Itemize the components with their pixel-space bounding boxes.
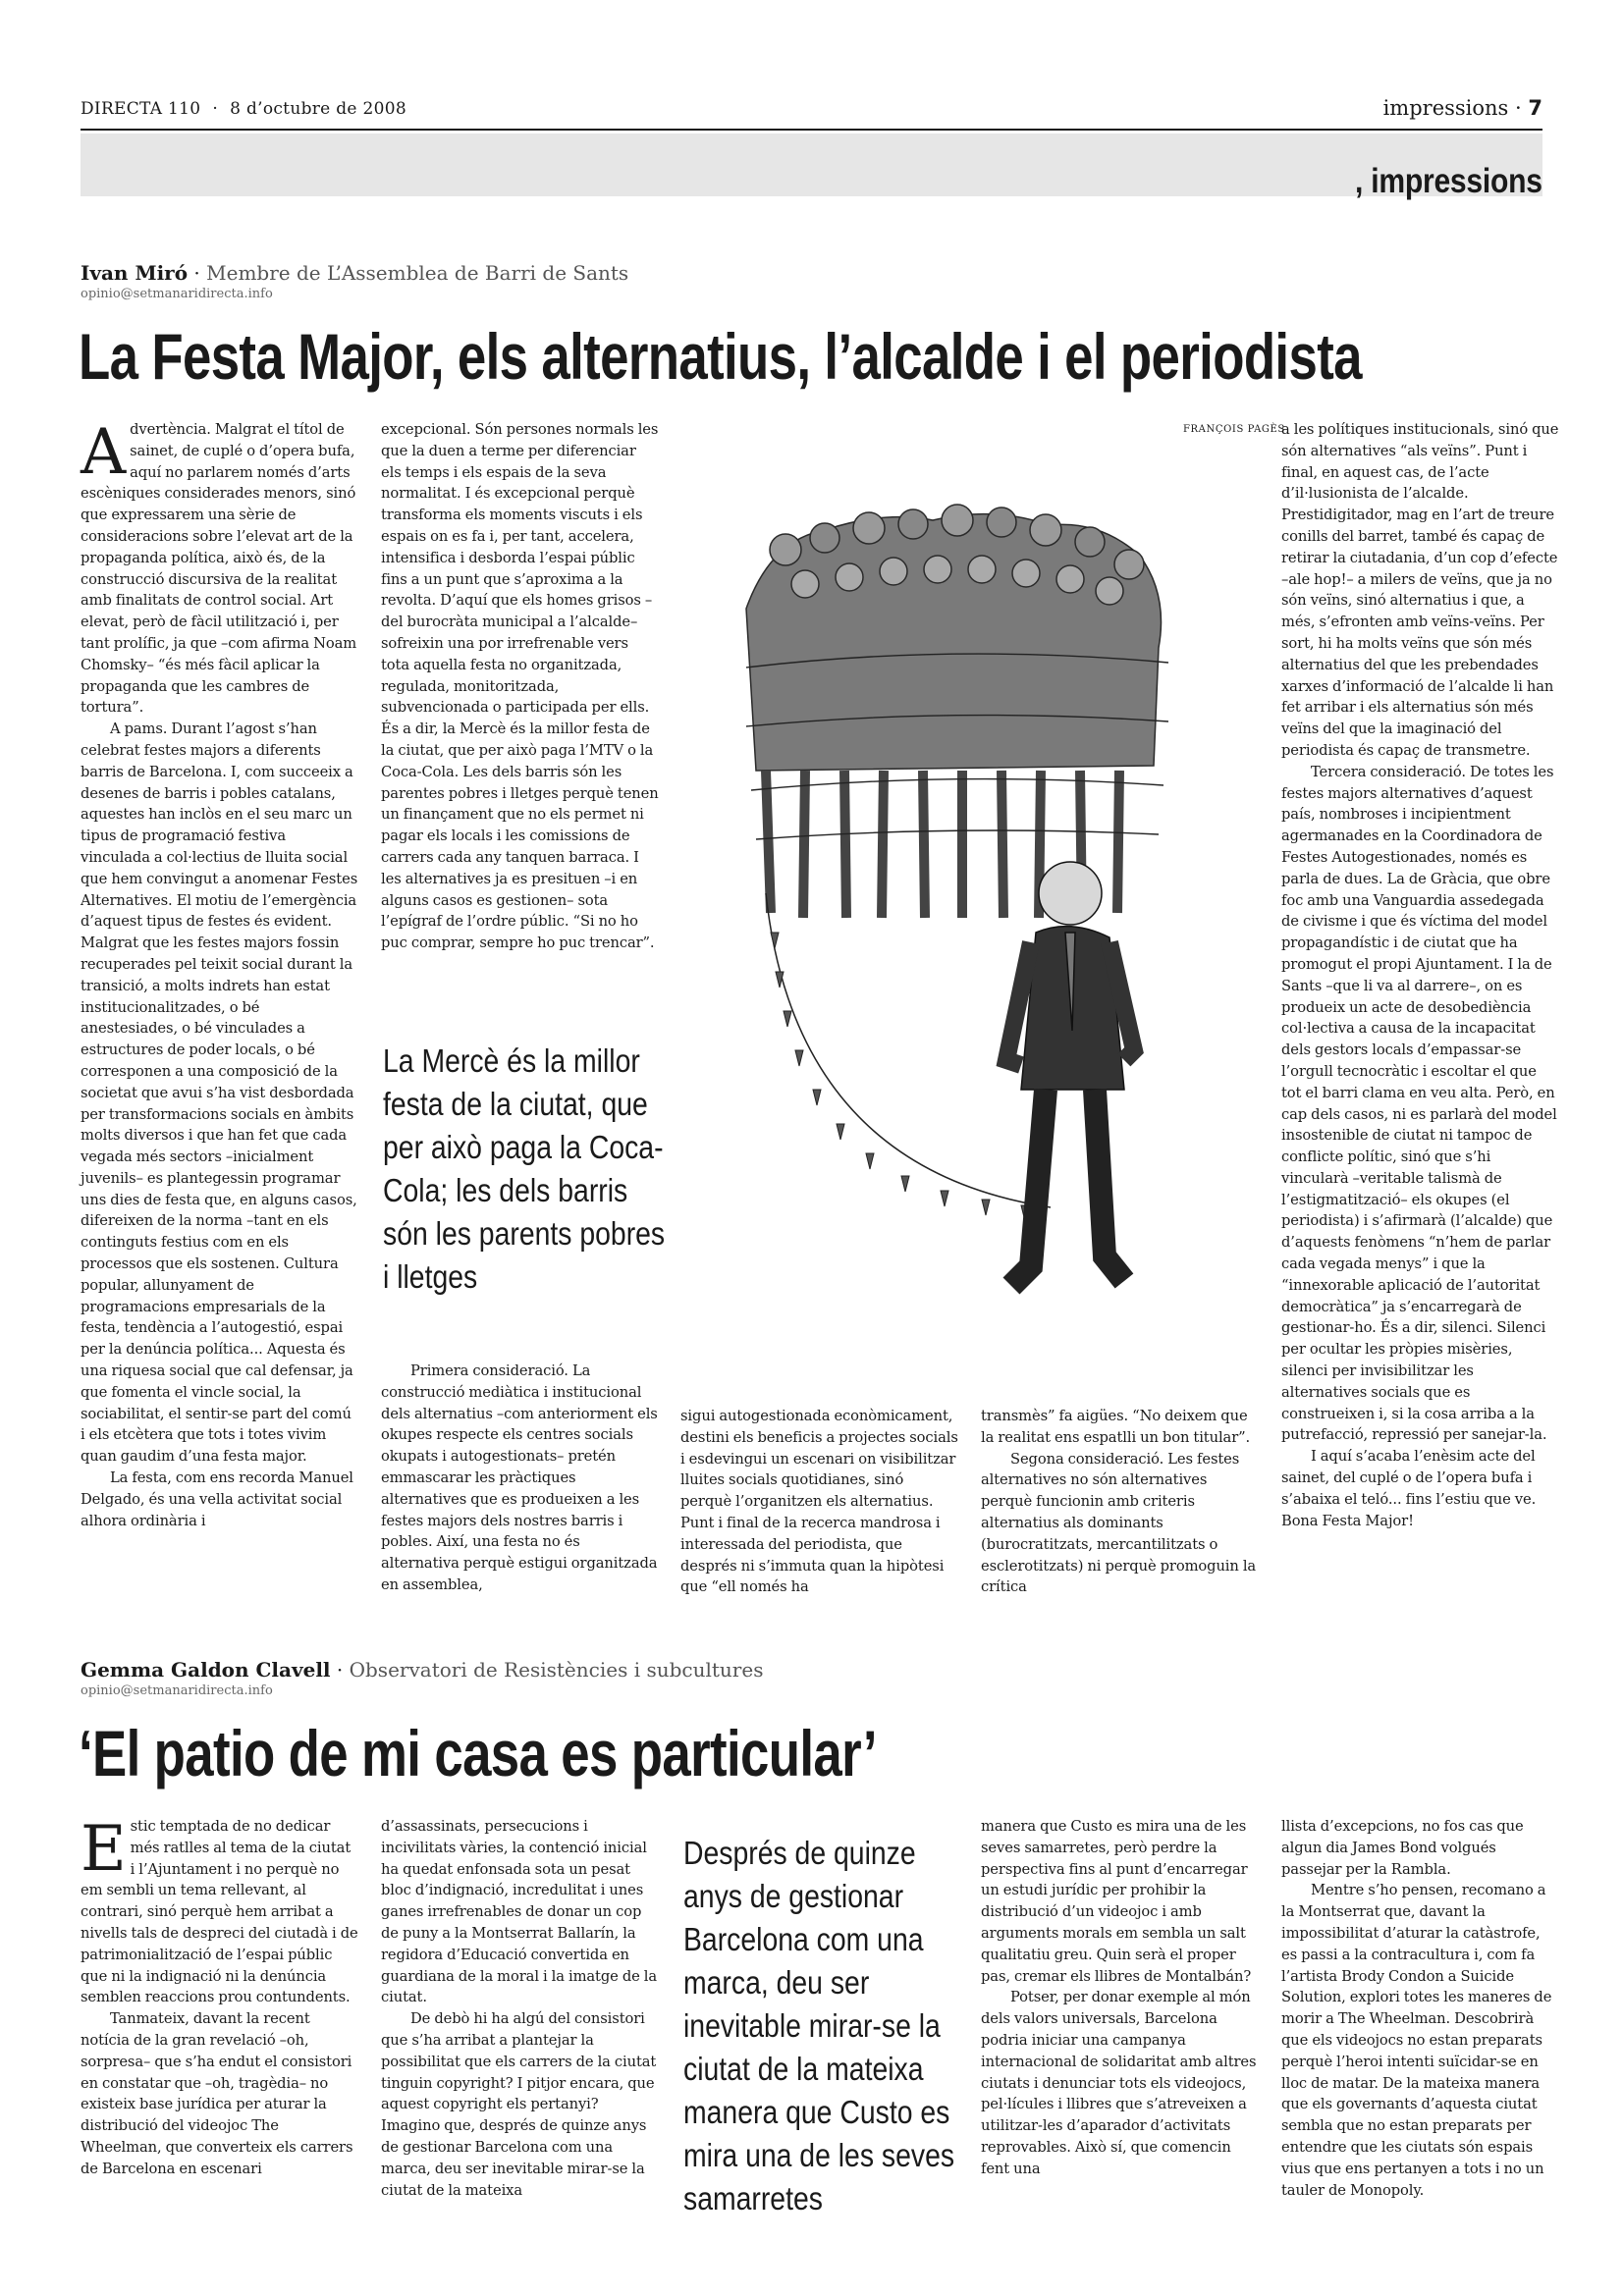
section-name: impressions [1382,96,1509,120]
article1-col4-para-2: Segona consideració. Les festes alternatives no són alternatives perquè funcionin amb criteris alternatius als dominants (burocratitzats, mercantilitzats o esclerotitzats) ni perquè promoguin la crítica [981,1450,1257,1596]
article1-column-2b [381,1361,659,1596]
article2-column-2 [381,1816,659,2201]
article2-author-role: Observatori de Resistències i subcultures [349,1658,764,1682]
article1-col5-para-1: a les polítiques institucionals, sinó que són alternatives “als veïns”. Punt i final, en aquest cas, de l’acte d’il·lusionista de l’alcalde. Prestidigitador, mag en l’art de treure conills del barret, també és capaç de retirar la ciutadania, d’un cop d’efecte –ale hop!– a milers de veïns, que ja no són veïns, sinó alternatius i que, a més, s’efronten amb veïns-veïns. Per sort, hi ha molts veïns que són més alternatius del que les prebendades xarxes d’informació de l’alcalde li han fet arribar i els alternatius són més veïns del que la imaginació del periodista és capaç de transmetre. [1281,421,1559,759]
article2-byline: Gemma Galdon Clavell · Observatori de Resistències i subcultures [81,1658,764,1682]
article1-col5-para-3: I aquí s’acaba l’enèsim acte del sainet, del cuplé o de l’opera bufa i s’abaixa el teló... fins l’estiu que ve. Bona Festa Major! [1281,1448,1537,1529]
festival-illustration [677,422,1227,1325]
article1-col1-para-1: Advertència. Malgrat el títol de sainet, de cuplé o d’opera bufa, aquí no parlarem només d’arts escèniques considerades menors, sinó que expressarem una sèrie de consideracions sobre l’elevat art de la propaganda política, això és, de la construcció discursiva de la realitat amb finalitats de control social. Art elevat, però de fàcil utilització i, per tant prolífic, ja que –com afirma Noam Chomsky– “és més fàcil aplicar la propaganda que les cambres de tortura”. [81,416,357,717]
article1-col1-para-3: La festa, com ens recorda Manuel Delgado, és una vella activitat social alhora ordinària i [81,1469,353,1529]
publication-name: DIRECTA 110 [81,99,201,119]
article2-col2-para-2: De debò hi ha algú del consistori que s’ha arribat a plantejar la possibilitat que els carrers de la ciutat tinguin copyright? I pitjor encara, que aquest copyright els pertanyi? Imagino que, després de quinze anys de gestionar Barcelona com una marca, deu ser inevitable mirar-se la ciutat de la mateixa [381,2010,657,2199]
article1-column-4 [981,1406,1259,1598]
article1-column-5 [1281,419,1559,1531]
bunting-flags [771,933,1029,1221]
article1-col1-para-2: A pams. Durant l’agost s’han celebrat festes majors a diferents barris de Barcelona. I, com succeeix a desenes de barris i pobles catalans, aquestes han inclòs en el seu marc un tipus de programació festiva vinculada a col·lectius de lluita social que hem convingut a anomenar Festes Alternatives. El motiu de l’emergència d’aquest tipus de festes és evident. Malgrat que les festes majors fossin recuperades pel teixit social durant la transició, a molts indrets han estat institucionalitzades, o bé anestesiades, o bé vinculades a estructures de poder locals, o bé corresponen a una composició de la societat que avui s’ha vist desbordada per transformacions socials en àmbits molts diversos i que han fet que cada vegada més sectors –inicialment juvenils– es plantegessin programar uns dies de festa que, en alguns casos, difereixen de la norma –tant en els continguts festius com en els processos que els sostenen. Cultura popular, allunyament de programacions empresarials de la festa, tendència a l’autogestió, espai per la denúncia política... Aquesta és una riquesa social que cal defensar, ja que fomenta el vincle social, la sociabilitat, el sentir-se part del comú i els etcètera que tots i totes vivim quan gaudim d’una festa major. [81,721,358,1466]
article2-col1-para-1: Estic temptada de no dedicar més ratlles al tema de la ciutat i l’Ajuntament i no perquè no em sembli un tema rellevant, al contrari, sinó perquè hem arribat a nivells tals de despreci del ciutadà i de patrimonialització de l’espai públic que ni la indignació ni la denúncia semblen reaccions prou contundents. [81,1813,358,2006]
article2-email: opinio@setmanaridirecta.info [81,1683,273,1698]
article1-author-role: Membre de L’Assemblea de Barri de Sants [206,261,629,285]
article2-author: Gemma Galdon Clavell [81,1658,331,1682]
article2-column-5 [1281,1816,1559,2201]
article1-col2-para-1: excepcional. Són persones normals les que la duen a terme per diferenciar els temps i els espais de la seva normalitat. I és excepcional perquè transforma els moments viscuts i els espais on es fa i, per tant, accelera, intensifica i desborda l’espai públic fins a un punt que s’aproxima a la revolta. D’aquí que els homes grisos –del burocràta municipal a l’alcalde– sofreixin una por irrefrenable vers tota aquella festa no organitzada, regulada, monitoritzada, subvencionada o participada per ells. És a dir, la Mercè és la millor festa de la ciutat, que per això paga l’MTV o la Coca-Cola. Les dels barris són les parentes pobres i lletges perquè tenen un finançament que no els permet ni pagar els locals i les comissions de carrers cada any tanquen barraca. I les alternatives ja es presituen –i en alguns casos es gestionen– sota l’epígraf de l’ordre públic. “Si no ho puc comprar, sempre ho puc trencar”. [381,421,659,952]
article2-col4-para-1: manera que Custo es mira una de les seves samarretes, però perdre la perspectiva fins al punt d’encarregar un estudi jurídic per prohibir la distribució d’un videojoc i amb arguments morals em sembla un salt qualitatiu greu. Quin serà el proper pas, cremar els llibres de Montalbán? [981,1818,1252,1985]
article2-pull-quote: Després de quinze anys de gestionar Barcelona com una marca, deu ser inevitable mirar-se la ciutat de la mateixa manera que Custo es mira una de les seves samarretes [683,1835,955,2216]
article2-col1-para-2: Tanmateix, davant la recent notícia de la gran revelació –oh, sorpresa– que s’ha endut el consistori en constatar que –oh, tragèdia– no existeix base jurídica per aturar la distribució del videojoc The Wheelman, que converteix els carrers de Barcelona en escenari [81,2010,353,2177]
section-band [81,133,1542,196]
article2-col4-para-2: Potser, per donar exemple al món dels valors universals, Barcelona podria iniciar una campanya internacional de solidaritat amb altres ciutats i denunciar tots els videojocs, pel·lícules i llibres que s’atreveixen a utilitzar-les d’aparador d’activitats reprovables. Això sí, que comencin fent una [981,1989,1257,2177]
section-banner-label: , impressions [1355,162,1542,200]
header-separator: · [212,99,219,119]
article1-col2-para-2: Primera consideració. La construcció mediàtica i institucional dels alternatius –com anteriorment els okupes respecte els centres socials okupats i autogestionats– pretén emmascarar les pràctiques alternatives que es produeixen a les festes majors dels nostres barris i pobles. Així, una festa no és alternativa perquè estigui organitzada en assemblea, [381,1362,658,1593]
article1-email: opinio@setmanaridirecta.info [81,287,273,301]
article1-author: Ivan Miró [81,261,189,285]
article1-byline: Ivan Miró · Membre de L’Assemblea de Barri de Sants [81,261,629,285]
article2-col2-para-1: d’assassinats, persecucions i incivilitats vàries, la contenció inicial ha quedat enfonsada sota un pesat bloc d’indignació, incredulitat i unes ganes irrefrenables de donar un cop de puny a la Montserrat Ballarín, la regidora d’Educació convertida en guardiana de la moral i la imatge de la ciutat. [381,1818,658,2006]
article1-col5-para-2: Tercera consideració. De totes les festes majors alternatives d’aquest país, nombroses i incipientment agermanades en la Coordinadora de Festes Autogestionades, només es parla de dues. La de Gràcia, que obre foc amb una Vanguardia assedegada de civisme i que és víctima del model propagandístic i de ciutat que ha promogut el propi Ajuntament. I la de Sants –que li va al darrere–, on es produeix un acte de desobediència col·lectiva a causa de la incapacitat dels gestors locals d’empassar-se l’orgull tecnocràtic i escoltar el que tot el barri clama en veu alta. Però, en cap dels casos, ni es parlarà del model insostenible de ciutat ni tampoc de conflicte polític, sinó que s’hi vincularà –veritable talismà de l’estigmatització– els okupes (el periodista) i s’afirmarà (l’alcalde) que d’aquests fenòmens “n’hem de parlar cada vegada menys” i que la “innexorable aplicació de l’autoritat democràtica” ja s’encarregarà de gestionar-ho. És a dir, silenci. Silenci per ocultar les pròpies misèries, silenci per invisibilitzar les alternatives socials que es construeixen i, si la cosa arriba a la putrefacció, repressió per sanejar-la. [1281,763,1557,1444]
article2-column-4 [981,1816,1259,2180]
header-rule [81,129,1542,131]
article2-dropcap: E [81,1813,127,1886]
article1-col3-para-1: sigui autogestionada econòmicament, destini els beneficis a projectes socials i esdevingui un escenari on visibilitzar lluites socials quotidianes, sinó perquè l’organitzen els alternatius. Punt i final de la recerca mandrosa i interessada del periodista, que després ni s’immuta quan la hipòtesi que “ell només ha [680,1408,958,1596]
page-number: 7 [1528,96,1542,120]
article2-headline: ‘El patio de mi casa es particular’ [79,1717,877,1789]
article1-column-2a [381,419,659,954]
masthead-info [81,99,406,119]
article1-col4-para-1: transmès” fa aigües. “No deixem que la realitat ens espatlli un bon titular”. [981,1408,1251,1446]
article1-pull-quote: La Mercè és la millor festa de la ciutat, que per això paga la Coca-Cola; les dels barris són les parents pobres i lletges [383,1042,666,1295]
issue-date: 8 d’octubre de 2008 [230,99,406,119]
article1-dropcap: A [81,416,127,489]
crowd-figures [746,505,1162,918]
article1-column-3 [680,1406,958,1598]
article2-column-1 [81,1813,358,2180]
article2-col5-para-1: llista d’excepcions, no fos cas que algun dia James Bond volgués passejar per la Rambla. [1281,1818,1524,1878]
article1-headline: La Festa Major, els alternatius, l’alcalde i el periodista [79,320,1362,393]
article1-column-1 [81,416,358,1531]
image-credit: FRANÇOIS PAGÈS [1183,424,1285,435]
page-section-header: impressions · 7 [1382,96,1542,120]
article2-col5-para-2: Mentre s’ho pensen, recomano a la Montserrat que, davant la impossibilitat d’aturar la catàstrofe, es passi a la contracultura i, com fa l’artista Brody Condon a Suicide Solution, explori totes les maneres de morir a The Wheelman. Descobrirà que els videojocs no estan preparats perquè l’heroi intenti suïcidar-se en lloc de matar. De la mateixa manera que els governants d’aquesta ciutat sembla que no estan preparats per entendre que les ciutats són espais vius que ens pertanyen a tots i no un tauler de Monopoly. [1281,1882,1552,2199]
walking-man [1006,862,1134,1286]
